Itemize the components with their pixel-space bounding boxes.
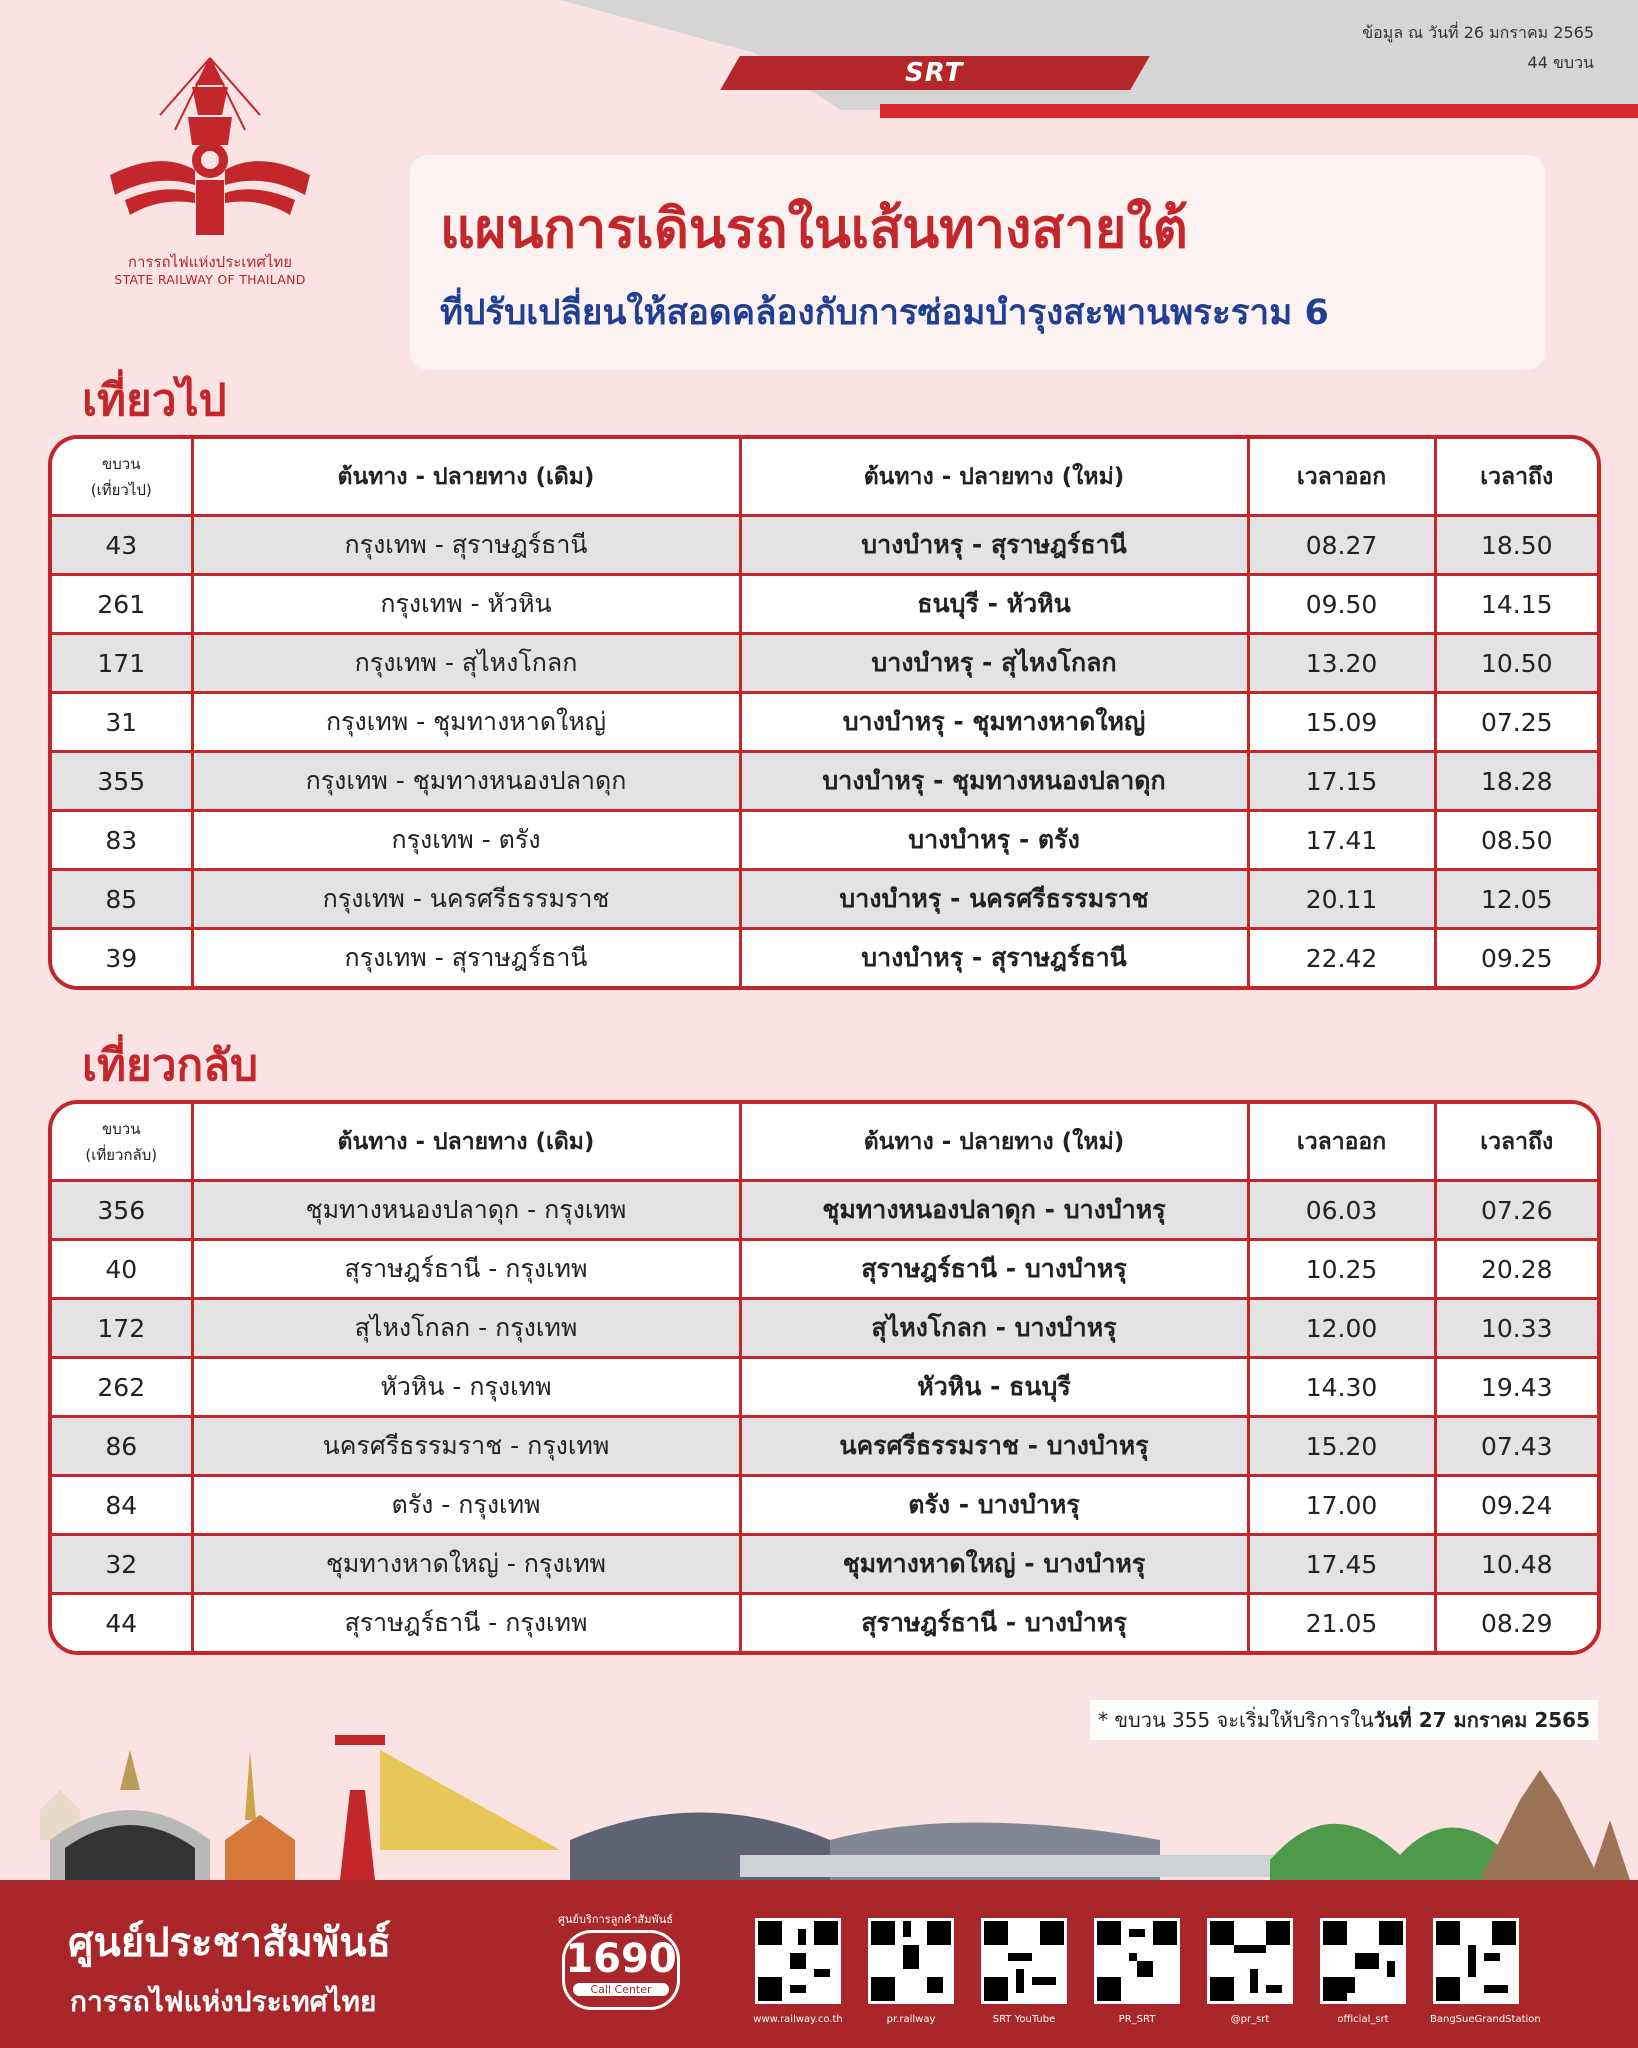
- table-header-row: [52, 1104, 1597, 1181]
- arrive-time: 18.28: [1435, 752, 1597, 811]
- table-row: [52, 575, 1597, 634]
- table-row: [52, 1358, 1597, 1417]
- new-route: บางบำหรุ - สุไหงโกลก: [740, 634, 1248, 693]
- table-row: [52, 1240, 1597, 1299]
- qr-label: PR_SRT: [1118, 2014, 1156, 2025]
- data-info: [1362, 18, 1594, 78]
- inbound-heading: เที่ยวกลับ: [82, 1040, 259, 1091]
- arrive-time: 10.48: [1435, 1535, 1597, 1594]
- table-row: [52, 1417, 1597, 1476]
- col-header-train-no-line1: ขบวน: [102, 1119, 141, 1138]
- arrive-time: 07.43: [1435, 1417, 1597, 1476]
- depart-time: 12.00: [1248, 1299, 1435, 1358]
- qr-code-icon: [1207, 1918, 1293, 2004]
- new-route: ธนบุรี - หัวหิน: [740, 575, 1248, 634]
- call-center-label: ศูนย์บริการลูกค้าสัมพันธ์: [558, 1913, 673, 1926]
- srt-emblem-icon: [100, 55, 320, 245]
- new-route: สุไหงโกลก - บางบำหรุ: [740, 1299, 1248, 1358]
- col-header-arrive: เวลาถึง: [1435, 1104, 1597, 1181]
- new-route: สุราษฎร์ธานี - บางบำหรุ: [740, 1594, 1248, 1652]
- outbound-heading: เที่ยวไป: [82, 375, 227, 426]
- depart-time: 06.03: [1248, 1181, 1435, 1240]
- arrive-time: 20.28: [1435, 1240, 1597, 1299]
- depart-time: 08.27: [1248, 516, 1435, 575]
- arrive-time: 08.50: [1435, 811, 1597, 870]
- qr-bangsue[interactable]: [1430, 1918, 1541, 2025]
- new-route: บางบำหรุ - ชุมทางหนองปลาดุก: [740, 752, 1248, 811]
- footnote-date: วันที่ 27 มกราคม 2565: [1373, 1708, 1590, 1732]
- col-header-train-no: [52, 439, 192, 516]
- call-center-number: 1690: [565, 1936, 677, 1982]
- page-title: แผนการเดินรถในเส้นทางสายใต้: [440, 197, 1188, 260]
- arrive-time: 09.25: [1435, 929, 1597, 987]
- depart-time: 14.30: [1248, 1358, 1435, 1417]
- train-count: 44 ขบวน: [1527, 53, 1594, 72]
- old-route: สุราษฎร์ธานี - กรุงเทพ: [192, 1594, 740, 1652]
- table-row: [52, 1181, 1597, 1240]
- table-row: [52, 1594, 1597, 1652]
- table-row: [52, 1476, 1597, 1535]
- depart-time: 17.15: [1248, 752, 1435, 811]
- qr-tiktok[interactable]: [1204, 1918, 1296, 2025]
- org-name-english: STATE RAILWAY OF THAILAND: [114, 272, 306, 287]
- qr-label: pr.railway: [886, 2014, 936, 2025]
- new-route: บางบำหรุ - ตรัง: [740, 811, 1248, 870]
- qr-youtube[interactable]: [978, 1918, 1070, 2025]
- arrive-time: 07.26: [1435, 1181, 1597, 1240]
- inbound-table: [48, 1100, 1601, 1655]
- train-no: 262: [52, 1358, 192, 1417]
- table-row: [52, 634, 1597, 693]
- old-route: กรุงเทพ - หัวหิน: [192, 575, 740, 634]
- old-route: ชุมทางหนองปลาดุก - กรุงเทพ: [192, 1181, 740, 1240]
- old-route: สุไหงโกลก - กรุงเทพ: [192, 1299, 740, 1358]
- qr-label: BangSueGrandStation: [1430, 2014, 1541, 2025]
- arrive-time: 09.24: [1435, 1476, 1597, 1535]
- arrive-time: 18.50: [1435, 516, 1597, 575]
- call-center-badge: [562, 1930, 680, 2010]
- col-header-train-no-line2: (เที่ยวกลับ): [85, 1145, 158, 1164]
- old-route: กรุงเทพ - สุไหงโกลก: [192, 634, 740, 693]
- arrive-time: 12.05: [1435, 870, 1597, 929]
- outbound-table: [48, 435, 1601, 990]
- train-no: 31: [52, 693, 192, 752]
- col-header-old-route: ต้นทาง - ปลายทาง (เดิม): [192, 439, 740, 516]
- qr-code-icon: [868, 1918, 954, 2004]
- old-route: กรุงเทพ - ชุมทางหาดใหญ่: [192, 693, 740, 752]
- arrive-time: 10.33: [1435, 1299, 1597, 1358]
- new-route: หัวหิน - ธนบุรี: [740, 1358, 1248, 1417]
- train-no: 171: [52, 634, 192, 693]
- old-route: กรุงเทพ - ชุมทางหนองปลาดุก: [192, 752, 740, 811]
- col-header-old-route: ต้นทาง - ปลายทาง (เดิม): [192, 1104, 740, 1181]
- new-route: ตรัง - บางบำหรุ: [740, 1476, 1248, 1535]
- table-header-row: [52, 439, 1597, 516]
- train-no: 39: [52, 929, 192, 987]
- qr-code-icon: [1320, 1918, 1406, 2004]
- depart-time: 20.11: [1248, 870, 1435, 929]
- page-subtitle: ที่ปรับเปลี่ยนให้สอดคล้องกับการซ่อมบำรุงสะพานพระราม 6: [440, 293, 1329, 333]
- qr-label: www.railway.co.th: [753, 2014, 843, 2025]
- arrive-time: 14.15: [1435, 575, 1597, 634]
- new-route: บางบำหรุ - สุราษฎร์ธานี: [740, 929, 1248, 987]
- srt-logo: SRT: [905, 58, 964, 88]
- org-name-thai: การรถไฟแห่งประเทศไทย: [127, 253, 293, 271]
- table-row: [52, 1535, 1597, 1594]
- arrive-time: 10.50: [1435, 634, 1597, 693]
- footer-subtitle: การรถไฟแห่งประเทศไทย: [70, 1985, 377, 2018]
- qr-label: SRT YouTube: [992, 2014, 1056, 2025]
- train-no: 83: [52, 811, 192, 870]
- train-no: 40: [52, 1240, 192, 1299]
- arrive-time: 19.43: [1435, 1358, 1597, 1417]
- qr-label: official_srt: [1337, 2014, 1389, 2025]
- train-no: 86: [52, 1417, 192, 1476]
- table-row: [52, 693, 1597, 752]
- title-box: [410, 155, 1545, 370]
- qr-facebook[interactable]: [865, 1918, 957, 2025]
- depart-time: 10.25: [1248, 1240, 1435, 1299]
- train-no: 355: [52, 752, 192, 811]
- old-route: ชุมทางหาดใหญ่ - กรุงเทพ: [192, 1535, 740, 1594]
- table-row: [52, 752, 1597, 811]
- qr-code-icon: [1433, 1918, 1519, 2004]
- depart-time: 17.00: [1248, 1476, 1435, 1535]
- new-route: บางบำหรุ - ชุมทางหาดใหญ่: [740, 693, 1248, 752]
- col-header-new-route: ต้นทาง - ปลายทาง (ใหม่): [740, 1104, 1248, 1181]
- train-no: 32: [52, 1535, 192, 1594]
- train-no: 172: [52, 1299, 192, 1358]
- old-route: ตรัง - กรุงเทพ: [192, 1476, 740, 1535]
- depart-time: 22.42: [1248, 929, 1435, 987]
- new-route: นครศรีธรรมราช - บางบำหรุ: [740, 1417, 1248, 1476]
- train-no: 85: [52, 870, 192, 929]
- old-route: กรุงเทพ - ตรัง: [192, 811, 740, 870]
- call-center-text: Call Center: [573, 1983, 669, 1996]
- old-route: นครศรีธรรมราช - กรุงเทพ: [192, 1417, 740, 1476]
- depart-time: 17.45: [1248, 1535, 1435, 1594]
- old-route: สุราษฎร์ธานี - กรุงเทพ: [192, 1240, 740, 1299]
- new-route: บางบำหรุ - สุราษฎร์ธานี: [740, 516, 1248, 575]
- table-row: [52, 811, 1597, 870]
- qr-instagram[interactable]: [1317, 1918, 1409, 2025]
- arrive-time: 07.25: [1435, 693, 1597, 752]
- qr-code-icon: [755, 1918, 841, 2004]
- arrive-time: 08.29: [1435, 1594, 1597, 1652]
- qr-twitter[interactable]: [1091, 1918, 1183, 2025]
- train-no: 84: [52, 1476, 192, 1535]
- col-header-train-no-line2: (เที่ยวไป): [90, 480, 152, 499]
- col-header-depart: เวลาออก: [1248, 1104, 1435, 1181]
- table-row: [52, 929, 1597, 987]
- qr-code-icon: [981, 1918, 1067, 2004]
- old-route: หัวหิน - กรุงเทพ: [192, 1358, 740, 1417]
- new-route: ชุมทางหาดใหญ่ - บางบำหรุ: [740, 1535, 1248, 1594]
- old-route: กรุงเทพ - สุราษฎร์ธานี: [192, 516, 740, 575]
- header-red-line: [880, 104, 1638, 118]
- depart-time: 21.05: [1248, 1594, 1435, 1652]
- depart-time: 15.20: [1248, 1417, 1435, 1476]
- col-header-train-no: [52, 1104, 192, 1181]
- new-route: สุราษฎร์ธานี - บางบำหรุ: [740, 1240, 1248, 1299]
- depart-time: 15.09: [1248, 693, 1435, 752]
- footer: [0, 1880, 1638, 2048]
- depart-time: 09.50: [1248, 575, 1435, 634]
- new-route: ชุมทางหนองปลาดุก - บางบำหรุ: [740, 1181, 1248, 1240]
- train-no: 261: [52, 575, 192, 634]
- col-header-train-no-line1: ขบวน: [102, 454, 141, 473]
- train-no: 43: [52, 516, 192, 575]
- footnote-prefix: * ขบวน 355 จะเริ่มให้บริการใน: [1098, 1708, 1374, 1732]
- train-no: 356: [52, 1181, 192, 1240]
- new-route: บางบำหรุ - นครศรีธรรมราช: [740, 870, 1248, 929]
- old-route: กรุงเทพ - นครศรีธรรมราช: [192, 870, 740, 929]
- col-header-arrive: เวลาถึง: [1435, 439, 1597, 516]
- qr-website[interactable]: [752, 1918, 844, 2025]
- table-row: [52, 516, 1597, 575]
- skyline-illustration: [0, 1730, 1638, 1885]
- qr-code-icon: [1094, 1918, 1180, 2004]
- col-header-new-route: ต้นทาง - ปลายทาง (ใหม่): [740, 439, 1248, 516]
- qr-label: @pr_srt: [1230, 2014, 1270, 2025]
- depart-time: 17.41: [1248, 811, 1435, 870]
- old-route: กรุงเทพ - สุราษฎร์ธานี: [192, 929, 740, 987]
- train-no: 44: [52, 1594, 192, 1652]
- table-row: [52, 1299, 1597, 1358]
- data-date: ข้อมูล ณ วันที่ 26 มกราคม 2565: [1362, 23, 1594, 42]
- footer-title: ศูนย์ประชาสัมพันธ์: [68, 1920, 392, 1966]
- table-row: [52, 870, 1597, 929]
- depart-time: 13.20: [1248, 634, 1435, 693]
- col-header-depart: เวลาออก: [1248, 439, 1435, 516]
